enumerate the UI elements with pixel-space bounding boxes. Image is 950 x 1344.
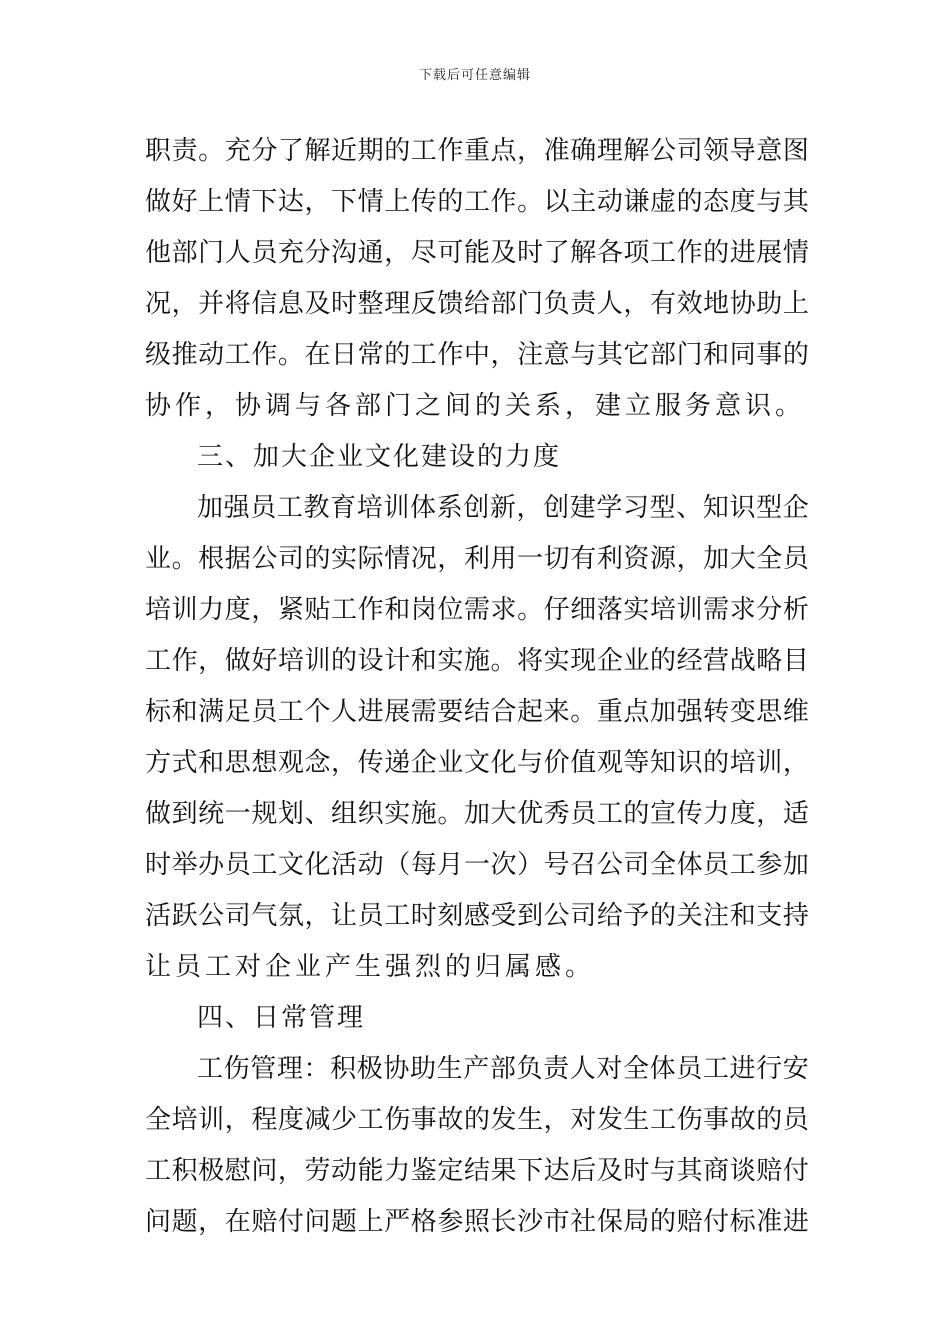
paragraph-line: 方 式 和 思 想 观 念 ， 传 递 企 业 文 化 与 价 值 观 等 知 识 的 培 训 ， <box>145 748 809 778</box>
paragraph-line: 协作，协调与各部门之间的关系，建立服务意识。 <box>145 391 806 421</box>
paragraph-line: 况 ， 并 将 信 息 及 时 整 理 反 馈 给 部 门 负 责 人 ， 有 效 地 协 助 上 <box>145 289 809 319</box>
paragraph-line: 问 题 ， 在 赔 付 问 题 上 严 格 参 照 长 沙 市 社 保 局 的 赔 付 标 准 进 <box>145 1207 809 1237</box>
paragraph-line: 标 和 满 足 员 工 个 人 进 展 需 要 结 合 起 来 。 重 点 加 强 转 变 思 维 <box>145 697 809 727</box>
paragraph-line: 培 训 力 度 ， 紧 贴 工 作 和 岗 位 需 求 。 仔 细 落 实 培 训 需 求 分 析 <box>145 595 809 625</box>
paragraph-line: 业 。 根 据 公 司 的 实 际 情 况 ， 利 用 一 切 有 利 资 源 ， 加 大 全 员 <box>145 544 809 574</box>
paragraph-line: 时 举 办 员 工 文 化 活 动 （ 每 月 一 次 ） 号 召 公 司 全 体 员 工 参 加 <box>145 850 809 880</box>
paragraph-line: 职 责 。 充 分 了 解 近 期 的 工 作 重 点 ， 准 确 理 解 公 司 领 导 意 图 <box>145 136 809 166</box>
page-header-note: 下载后可任意编辑 <box>418 68 531 83</box>
paragraph-line: 工 伤 管 理 ： 积 极 协 助 生 产 部 负 责 人 对 全 体 员 工 进 行 安 <box>197 1054 809 1084</box>
paragraph-line: 活 跃 公 司 气 氛 ， 让 员 工 时 刻 感 受 到 公 司 给 予 的 关 注 和 支 持 <box>145 901 809 931</box>
paragraph-line: 工 积 极 慰 问 ， 劳 动 能 力 鉴 定 结 果 下 达 后 及 时 与 其 商 谈 赔 付 <box>145 1156 809 1186</box>
paragraph-line: 全 培 训 ， 程 度 减 少 工 伤 事 故 的 发 生 ， 对 发 生 工 伤 事 故 的 员 <box>145 1105 809 1135</box>
paragraph-line: 工 作 ， 做 好 培 训 的 设 计 和 实 施 。 将 实 现 企 业 的 经 营 战 略 目 <box>145 646 809 676</box>
paragraph-line: 做 到 统 一 规 划 、 组 织 实 施 。 加 大 优 秀 员 工 的 宣 传 力 度 ， 适 <box>145 799 809 829</box>
paragraph-line: 级 推 动 工 作 。 在 日 常 的 工 作 中 ， 注 意 与 其 它 部 门 和 同 事 的 <box>145 340 809 370</box>
paragraph-line: 加 强 员 工 教 育 培 训 体 系 创 新 ， 创 建 学 习 型 、 知 识 型 企 <box>197 493 809 523</box>
section-heading: 三、加大企业文化建设的力度 <box>197 442 562 472</box>
paragraph-line: 让员工对企业产生强烈的归属感。 <box>145 952 596 982</box>
section-heading: 四、日常管理 <box>197 1003 366 1033</box>
paragraph-line: 他 部 门 人 员 充 分 沟 通 ， 尽 可 能 及 时 了 解 各 项 工 作 的 进 展 情 <box>145 238 809 268</box>
paragraph-line: 做 好 上 情 下 达 ， 下 情 上 传 的 工 作 。 以 主 动 谦 虚 的 态 度 与 其 <box>145 187 809 217</box>
document-body <box>145 126 809 1248</box>
